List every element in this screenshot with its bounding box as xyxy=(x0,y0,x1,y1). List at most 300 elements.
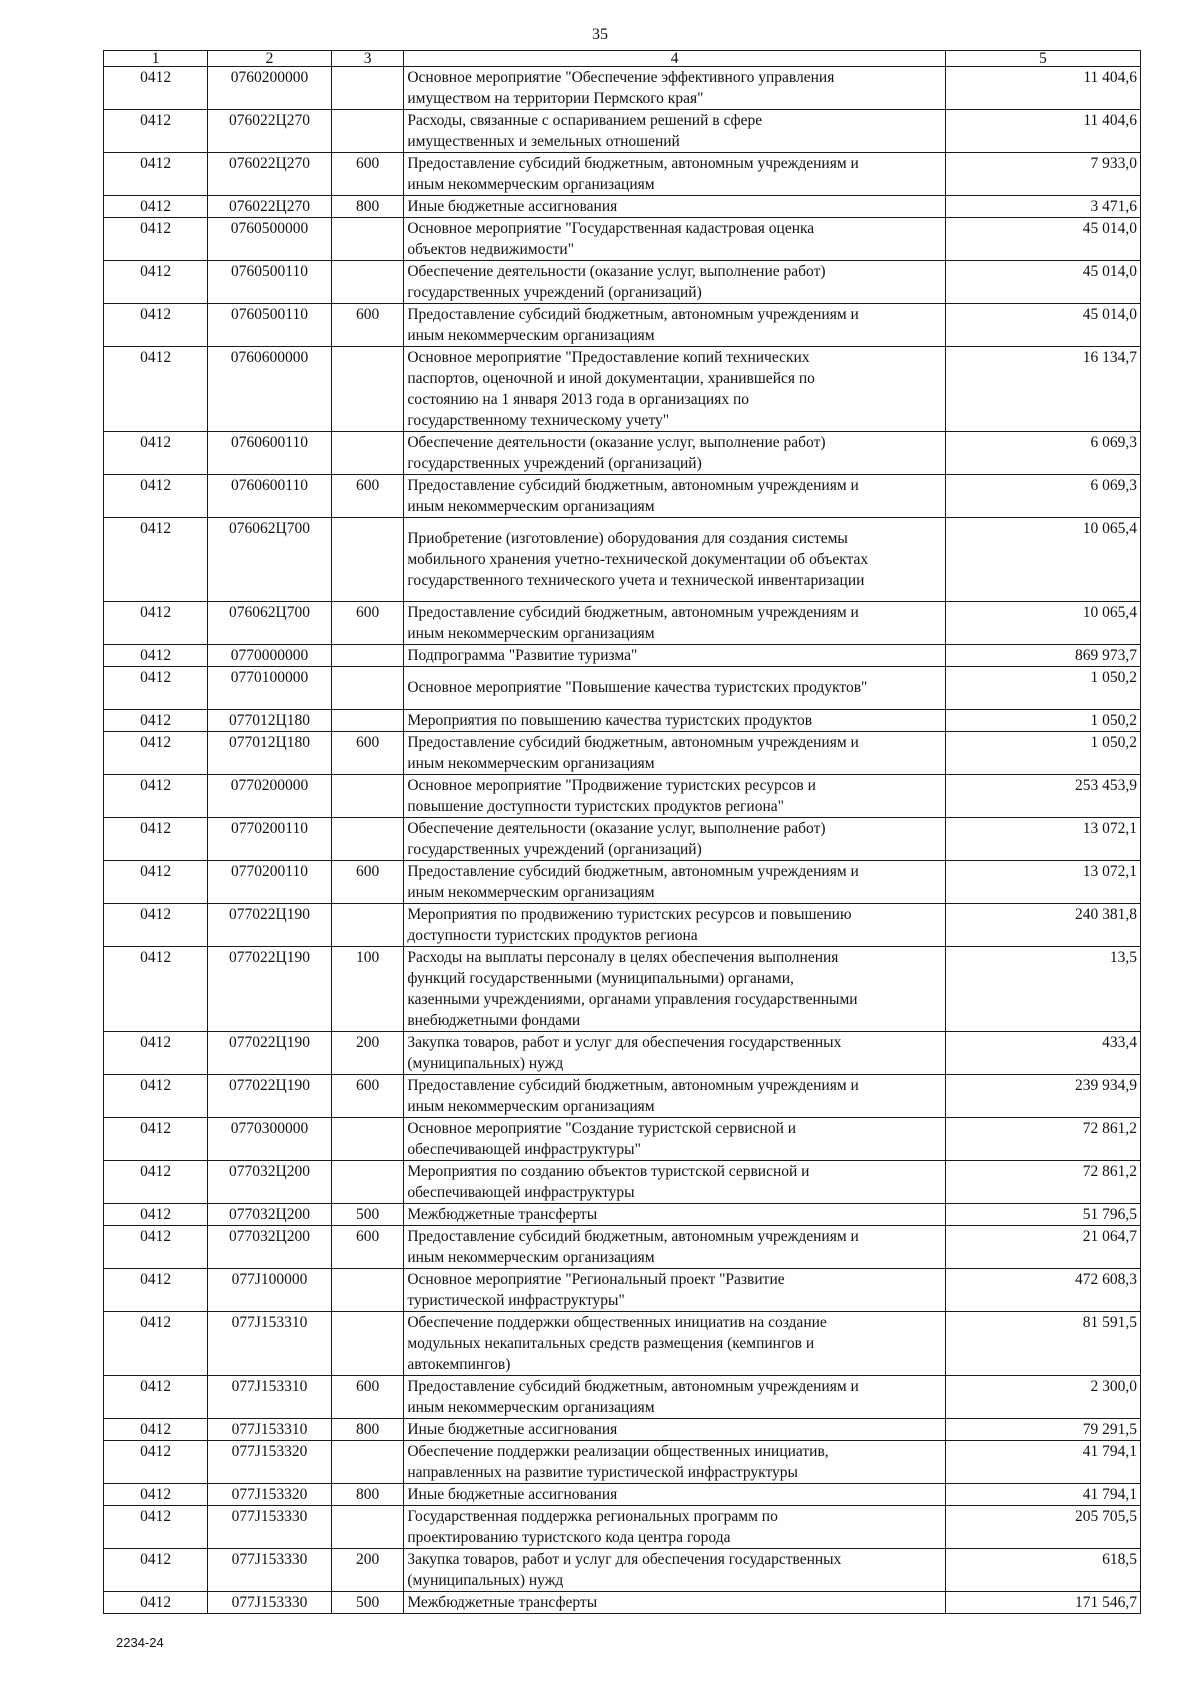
section-code-cell xyxy=(104,432,208,475)
amount-cell xyxy=(945,110,1140,153)
description-text: Предоставление субсидий бюджетным, автономным учреждениям и иным некоммерческим организациям xyxy=(407,1228,859,1266)
amount-text: 21 064,7 xyxy=(1082,1228,1137,1245)
amount-text: 6 069,3 xyxy=(1090,434,1137,451)
target-article-cell xyxy=(208,518,332,602)
description-cell xyxy=(404,1204,945,1226)
amount-text: 81 591,5 xyxy=(1082,1314,1137,1331)
target-article-text: 077J153310 xyxy=(231,1378,308,1395)
amount-cell xyxy=(945,732,1140,775)
amount-cell xyxy=(945,818,1140,861)
table-row xyxy=(104,1549,1141,1592)
target-article-text: 0760500110 xyxy=(231,263,308,280)
amount-text: 433,4 xyxy=(1102,1034,1137,1051)
description-cell xyxy=(404,645,945,667)
target-article-cell xyxy=(208,1549,332,1592)
expense-type-text: 800 xyxy=(355,1486,380,1503)
section-code-cell xyxy=(104,1484,208,1506)
section-code-cell xyxy=(104,818,208,861)
target-article-cell xyxy=(208,67,332,110)
amount-text: 13 072,1 xyxy=(1082,863,1137,880)
description-cell xyxy=(404,1506,945,1549)
section-code-text: 0412 xyxy=(140,1271,172,1288)
description-cell xyxy=(404,153,945,196)
amount-cell xyxy=(945,304,1140,347)
target-article-text: 0770100000 xyxy=(230,669,309,686)
section-code-cell xyxy=(104,602,208,645)
section-code-cell xyxy=(104,261,208,304)
target-article-cell xyxy=(208,261,332,304)
target-article-text: 077J153330 xyxy=(231,1551,308,1568)
target-article-text: 0770300000 xyxy=(230,1120,309,1137)
description-cell xyxy=(404,1226,945,1269)
amount-cell xyxy=(945,947,1140,1032)
amount-cell xyxy=(945,1312,1140,1376)
amount-text: 171 546,7 xyxy=(1075,1594,1137,1611)
target-article-cell xyxy=(208,1161,332,1204)
amount-text: 618,5 xyxy=(1102,1551,1137,1568)
expense-type-cell xyxy=(331,110,404,153)
expense-type-cell xyxy=(331,775,404,818)
expense-type-cell xyxy=(331,261,404,304)
expense-type-text: 800 xyxy=(355,1421,380,1438)
table-row xyxy=(104,904,1141,947)
expense-type-cell xyxy=(331,1506,404,1549)
expense-type-cell xyxy=(331,1118,404,1161)
description-text: Расходы, связанные с оспариванием решений в сфере имущественных и земельных отношений xyxy=(407,112,763,150)
description-cell xyxy=(404,1549,945,1592)
table-row xyxy=(104,645,1141,667)
amount-cell xyxy=(945,775,1140,818)
section-code-cell xyxy=(104,67,208,110)
target-article-text: 0760600110 xyxy=(231,477,308,494)
expense-type-text: 600 xyxy=(355,306,380,323)
target-article-text: 077J100000 xyxy=(231,1271,308,1288)
amount-cell xyxy=(945,861,1140,904)
section-code-cell xyxy=(104,1032,208,1075)
target-article-text: 077022Ц190 xyxy=(229,906,310,923)
expense-type-cell xyxy=(331,518,404,602)
table-row xyxy=(104,153,1141,196)
section-code-cell xyxy=(104,775,208,818)
expense-type-cell xyxy=(331,1549,404,1592)
target-article-text: 077J153330 xyxy=(231,1594,308,1611)
table-row xyxy=(104,1592,1141,1614)
budget-table xyxy=(103,50,1141,1614)
section-code-cell xyxy=(104,667,208,710)
target-article-cell xyxy=(208,1118,332,1161)
section-code-text: 0412 xyxy=(140,69,172,86)
document-code: 2234-24 xyxy=(116,1635,164,1650)
description-cell xyxy=(404,1032,945,1075)
target-article-text: 077032Ц200 xyxy=(229,1163,310,1180)
target-article-text: 077J153330 xyxy=(231,1508,308,1525)
section-code-text: 0412 xyxy=(140,477,172,494)
description-cell xyxy=(404,1484,945,1506)
expense-type-cell xyxy=(331,1419,404,1441)
expense-type-text: 600 xyxy=(355,604,380,621)
amount-text: 72 861,2 xyxy=(1082,1120,1137,1137)
target-article-text: 0760600110 xyxy=(231,434,308,451)
amount-text: 239 934,9 xyxy=(1075,1077,1137,1094)
table-row xyxy=(104,261,1141,304)
amount-text: 1 050,2 xyxy=(1090,734,1137,751)
target-article-cell xyxy=(208,1226,332,1269)
section-code-text: 0412 xyxy=(140,1077,172,1094)
target-article-text: 077J153310 xyxy=(231,1421,308,1438)
target-article-cell xyxy=(208,218,332,261)
description-text: Расходы на выплаты персоналу в целях обеспечения выполнения функций государственными (муниципальными) органами, казенными учреждениями, органами управления государственными внебюджетными фондами xyxy=(407,949,858,1029)
column-header-2: 2 xyxy=(208,51,332,67)
expense-type-text: 500 xyxy=(355,1206,380,1223)
amount-cell xyxy=(945,710,1140,732)
target-article-text: 076022Ц270 xyxy=(229,155,310,172)
description-cell xyxy=(404,196,945,218)
amount-cell xyxy=(945,1204,1140,1226)
section-code-text: 0412 xyxy=(140,669,172,686)
table-row xyxy=(104,732,1141,775)
table-row xyxy=(104,1441,1141,1484)
section-code-cell xyxy=(104,1592,208,1614)
description-text: Обеспечение деятельности (оказание услуг, выполнение работ) государственных учреждений (организаций) xyxy=(407,820,826,858)
amount-cell xyxy=(945,1269,1140,1312)
target-article-cell xyxy=(208,775,332,818)
description-text: Основное мероприятие "Продвижение туристских ресурсов и повышение доступности туристских продуктов региона" xyxy=(407,777,816,815)
amount-text: 1 050,2 xyxy=(1090,669,1137,686)
description-cell xyxy=(404,1419,945,1441)
section-code-cell xyxy=(104,1118,208,1161)
section-code-text: 0412 xyxy=(140,1551,172,1568)
description-cell xyxy=(404,1075,945,1118)
amount-cell xyxy=(945,904,1140,947)
amount-cell xyxy=(945,475,1140,518)
section-code-text: 0412 xyxy=(140,863,172,880)
expense-type-cell xyxy=(331,947,404,1032)
description-cell xyxy=(404,1592,945,1614)
amount-text: 10 065,4 xyxy=(1082,520,1137,537)
expense-type-cell xyxy=(331,67,404,110)
description-cell xyxy=(404,861,945,904)
description-text: Основное мероприятие "Повышение качества туристских продуктов" xyxy=(407,679,868,696)
table-row xyxy=(104,1312,1141,1376)
expense-type-text: 200 xyxy=(355,1034,380,1051)
description-text: Мероприятия по созданию объектов туристской сервисной и обеспечивающей инфраструктуры xyxy=(407,1163,810,1201)
description-text: Иные бюджетные ассигнования xyxy=(407,1421,618,1438)
section-code-text: 0412 xyxy=(140,1314,172,1331)
table-row xyxy=(104,1484,1141,1506)
description-cell xyxy=(404,110,945,153)
target-article-text: 0770200000 xyxy=(230,777,309,794)
expense-type-cell xyxy=(331,710,404,732)
section-code-cell xyxy=(104,732,208,775)
amount-text: 6 069,3 xyxy=(1090,477,1137,494)
section-code-text: 0412 xyxy=(140,198,172,215)
amount-cell xyxy=(945,1032,1140,1075)
section-code-text: 0412 xyxy=(140,949,172,966)
amount-cell xyxy=(945,1118,1140,1161)
description-cell xyxy=(404,1376,945,1419)
target-article-text: 077012Ц180 xyxy=(229,712,310,729)
description-text: Мероприятия по продвижению туристских ресурсов и повышению доступности туристских продуктов региона xyxy=(407,906,852,944)
column-header-4: 4 xyxy=(404,51,945,67)
section-code-cell xyxy=(104,518,208,602)
expense-type-cell xyxy=(331,861,404,904)
amount-cell xyxy=(945,261,1140,304)
page-number: 35 xyxy=(592,26,608,43)
description-cell xyxy=(404,218,945,261)
section-code-cell xyxy=(104,1226,208,1269)
target-article-text: 077J153320 xyxy=(231,1486,308,1503)
amount-cell xyxy=(945,67,1140,110)
amount-text: 16 134,7 xyxy=(1082,349,1137,366)
target-article-cell xyxy=(208,347,332,432)
amount-text: 240 381,8 xyxy=(1075,906,1137,923)
description-cell xyxy=(404,732,945,775)
target-article-cell xyxy=(208,475,332,518)
amount-cell xyxy=(945,1484,1140,1506)
description-text: Обеспечение деятельности (оказание услуг, выполнение работ) государственных учреждений (организаций) xyxy=(407,434,826,472)
amount-cell xyxy=(945,196,1140,218)
table-row xyxy=(104,1075,1141,1118)
amount-cell xyxy=(945,1441,1140,1484)
amount-text: 472 608,3 xyxy=(1075,1271,1137,1288)
section-code-cell xyxy=(104,1161,208,1204)
target-article-text: 077J153320 xyxy=(231,1443,308,1460)
amount-text: 79 291,5 xyxy=(1082,1421,1137,1438)
section-code-text: 0412 xyxy=(140,1443,172,1460)
expense-type-text: 600 xyxy=(355,155,380,172)
description-text: Основное мероприятие "Создание туристской сервисной и обеспечивающей инфраструктуры" xyxy=(407,1120,797,1158)
section-code-cell xyxy=(104,645,208,667)
target-article-cell xyxy=(208,861,332,904)
section-code-cell xyxy=(104,1312,208,1376)
target-article-cell xyxy=(208,110,332,153)
section-code-text: 0412 xyxy=(140,712,172,729)
table-row xyxy=(104,67,1141,110)
target-article-cell xyxy=(208,304,332,347)
expense-type-cell xyxy=(331,1226,404,1269)
target-article-text: 0770200110 xyxy=(231,863,308,880)
target-article-text: 0770200110 xyxy=(231,820,308,837)
section-code-cell xyxy=(104,1549,208,1592)
description-text: Предоставление субсидий бюджетным, автономным учреждениям и иным некоммерческим организациям xyxy=(407,306,859,344)
section-code-cell xyxy=(104,710,208,732)
target-article-text: 077032Ц200 xyxy=(229,1206,310,1223)
section-code-cell xyxy=(104,218,208,261)
table-row xyxy=(104,1376,1141,1419)
table-row xyxy=(104,1161,1141,1204)
amount-text: 45 014,0 xyxy=(1082,306,1137,323)
description-cell xyxy=(404,1161,945,1204)
expense-type-cell xyxy=(331,432,404,475)
section-code-text: 0412 xyxy=(140,263,172,280)
target-article-text: 077022Ц190 xyxy=(229,949,310,966)
description-text: Обеспечение поддержки общественных инициатив на создание модульных некапитальных средств размещения (кемпингов и автокемпингов) xyxy=(407,1314,827,1373)
description-cell xyxy=(404,602,945,645)
table-row xyxy=(104,667,1141,710)
target-article-text: 076062Ц700 xyxy=(229,604,310,621)
target-article-cell xyxy=(208,1269,332,1312)
section-code-text: 0412 xyxy=(140,1163,172,1180)
expense-type-cell xyxy=(331,667,404,710)
table-row xyxy=(104,432,1141,475)
amount-cell xyxy=(945,1161,1140,1204)
description-text: Межбюджетные трансферты xyxy=(407,1594,598,1611)
description-text: Обеспечение поддержки реализации общественных инициатив, направленных на развитие туристической инфраструктуры xyxy=(407,1443,829,1481)
section-code-cell xyxy=(104,1269,208,1312)
amount-cell xyxy=(945,1376,1140,1419)
description-cell xyxy=(404,518,945,602)
amount-text: 41 794,1 xyxy=(1082,1443,1137,1460)
expense-type-cell xyxy=(331,475,404,518)
target-article-text: 0760600000 xyxy=(230,349,309,366)
section-code-cell xyxy=(104,110,208,153)
description-text: Государственная поддержка региональных программ по проектированию туристского кода центра города xyxy=(407,1508,778,1546)
section-code-cell xyxy=(104,904,208,947)
description-text: Предоставление субсидий бюджетным, автономным учреждениям и иным некоммерческим организациям xyxy=(407,1378,859,1416)
section-code-text: 0412 xyxy=(140,1206,172,1223)
description-cell xyxy=(404,667,945,710)
description-cell xyxy=(404,775,945,818)
description-cell xyxy=(404,67,945,110)
target-article-cell xyxy=(208,1506,332,1549)
section-code-text: 0412 xyxy=(140,1120,172,1137)
expense-type-cell xyxy=(331,1441,404,1484)
amount-text: 41 794,1 xyxy=(1082,1486,1137,1503)
target-article-text: 077012Ц180 xyxy=(229,734,310,751)
section-code-cell xyxy=(104,1506,208,1549)
description-cell xyxy=(404,347,945,432)
description-cell xyxy=(404,1269,945,1312)
target-article-cell xyxy=(208,1441,332,1484)
expense-type-cell xyxy=(331,1161,404,1204)
target-article-text: 077022Ц190 xyxy=(229,1034,310,1051)
amount-cell xyxy=(945,1592,1140,1614)
description-text: Предоставление субсидий бюджетным, автономным учреждениям и иным некоммерческим организациям xyxy=(407,734,859,772)
description-cell xyxy=(404,1441,945,1484)
section-code-text: 0412 xyxy=(140,734,172,751)
amount-cell xyxy=(945,645,1140,667)
description-cell xyxy=(404,1118,945,1161)
section-code-text: 0412 xyxy=(140,220,172,237)
section-code-cell xyxy=(104,304,208,347)
table-row xyxy=(104,1032,1141,1075)
section-code-cell xyxy=(104,153,208,196)
expense-type-text: 800 xyxy=(355,198,380,215)
target-article-text: 077J153310 xyxy=(231,1314,308,1331)
description-text: Приобретение (изготовление) оборудования для создания системы мобильного хранения учетно-технической документации об объектах государственного технического учета и технической инвентаризации xyxy=(407,530,869,589)
section-code-cell xyxy=(104,1075,208,1118)
section-code-cell xyxy=(104,947,208,1032)
section-code-text: 0412 xyxy=(140,1034,172,1051)
section-code-cell xyxy=(104,1441,208,1484)
section-code-text: 0412 xyxy=(140,1421,172,1438)
target-article-cell xyxy=(208,1592,332,1614)
expense-type-cell xyxy=(331,153,404,196)
expense-type-cell xyxy=(331,218,404,261)
target-article-text: 076022Ц270 xyxy=(229,112,310,129)
amount-cell xyxy=(945,518,1140,602)
expense-type-cell xyxy=(331,1312,404,1376)
table-row xyxy=(104,1118,1141,1161)
table-row xyxy=(104,775,1141,818)
amount-text: 10 065,4 xyxy=(1082,604,1137,621)
expense-type-cell xyxy=(331,1204,404,1226)
table-row xyxy=(104,475,1141,518)
amount-text: 13 072,1 xyxy=(1082,820,1137,837)
description-cell xyxy=(404,304,945,347)
column-header-5: 5 xyxy=(945,51,1140,67)
description-text: Предоставление субсидий бюджетным, автономным учреждениям и иным некоммерческим организациям xyxy=(407,863,859,901)
amount-cell xyxy=(945,667,1140,710)
table-row xyxy=(104,602,1141,645)
expense-type-text: 100 xyxy=(355,949,380,966)
amount-text: 11 404,6 xyxy=(1083,69,1137,86)
description-text: Подпрограмма "Развитие туризма" xyxy=(407,647,638,664)
target-article-cell xyxy=(208,904,332,947)
section-code-cell xyxy=(104,861,208,904)
column-header-row xyxy=(104,51,1141,67)
amount-text: 3 471,6 xyxy=(1090,198,1137,215)
table-row xyxy=(104,1419,1141,1441)
expense-type-cell xyxy=(331,602,404,645)
expense-type-cell xyxy=(331,645,404,667)
expense-type-cell xyxy=(331,304,404,347)
target-article-cell xyxy=(208,1032,332,1075)
amount-text: 869 973,7 xyxy=(1075,647,1137,664)
section-code-text: 0412 xyxy=(140,155,172,172)
target-article-cell xyxy=(208,710,332,732)
section-code-text: 0412 xyxy=(140,1508,172,1525)
amount-cell xyxy=(945,153,1140,196)
table-row xyxy=(104,1269,1141,1312)
target-article-cell xyxy=(208,732,332,775)
description-text: Основное мероприятие "Обеспечение эффективного управления имуществом на территории Пермского края" xyxy=(407,69,835,107)
target-article-text: 076022Ц270 xyxy=(229,198,310,215)
section-code-cell xyxy=(104,1204,208,1226)
section-code-text: 0412 xyxy=(140,349,172,366)
expense-type-text: 600 xyxy=(355,1378,380,1395)
target-article-cell xyxy=(208,947,332,1032)
section-code-text: 0412 xyxy=(140,777,172,794)
section-code-text: 0412 xyxy=(140,434,172,451)
expense-type-cell xyxy=(331,1484,404,1506)
description-text: Иные бюджетные ассигнования xyxy=(407,1486,618,1503)
table-row xyxy=(104,710,1141,732)
target-article-cell xyxy=(208,645,332,667)
section-code-text: 0412 xyxy=(140,112,172,129)
description-text: Основное мероприятие "Региональный проект "Развитие туристической инфраструктуры" xyxy=(407,1271,785,1309)
section-code-text: 0412 xyxy=(140,820,172,837)
table-row xyxy=(104,110,1141,153)
target-article-text: 0770000000 xyxy=(230,647,309,664)
amount-cell xyxy=(945,432,1140,475)
description-text: Предоставление субсидий бюджетным, автономным учреждениям и иным некоммерческим организациям xyxy=(407,1077,859,1115)
amount-cell xyxy=(945,347,1140,432)
description-text: Предоставление субсидий бюджетным, автономным учреждениям и иным некоммерческим организациям xyxy=(407,477,859,515)
expense-type-cell xyxy=(331,1075,404,1118)
amount-text: 205 705,5 xyxy=(1075,1508,1137,1525)
description-cell xyxy=(404,818,945,861)
target-article-text: 077032Ц200 xyxy=(229,1228,310,1245)
description-text: Закупка товаров, работ и услуг для обеспечения государственных (муниципальных) нужд xyxy=(407,1034,842,1072)
expense-type-text: 200 xyxy=(355,1551,380,1568)
target-article-cell xyxy=(208,1419,332,1441)
amount-text: 72 861,2 xyxy=(1082,1163,1137,1180)
section-code-text: 0412 xyxy=(140,1228,172,1245)
target-article-cell xyxy=(208,1075,332,1118)
expense-type-cell xyxy=(331,347,404,432)
description-cell xyxy=(404,1312,945,1376)
